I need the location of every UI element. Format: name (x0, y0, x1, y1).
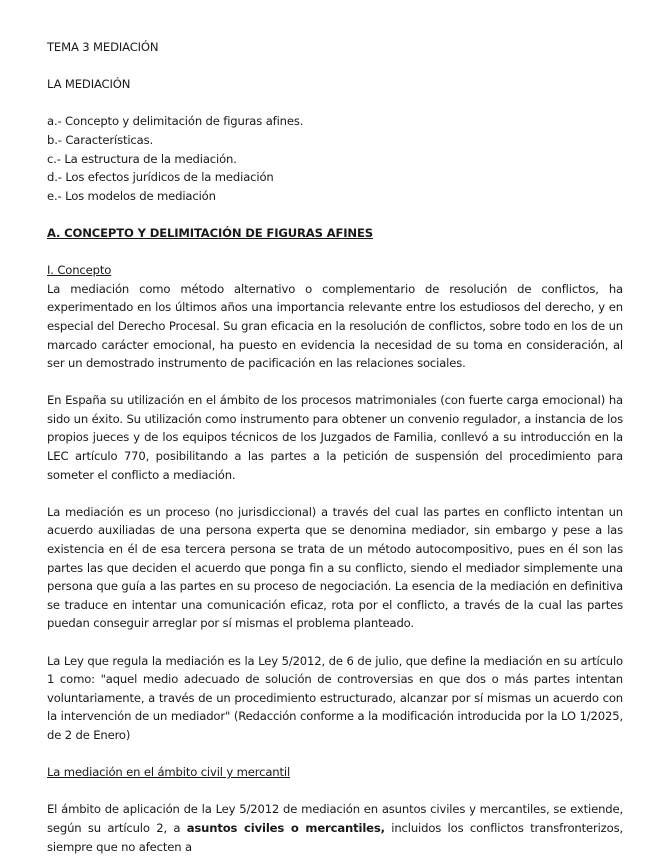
toc-item: a.- Concepto y delimitación de figuras afines. (47, 114, 304, 129)
document-title: TEMA 3 MEDIACIÓN (47, 40, 159, 54)
civil-heading: La mediación en el ámbito civil y mercantil (47, 765, 291, 780)
concept-heading: I. Concepto (47, 263, 112, 278)
paragraph-law: La Ley que regula la mediación es la Ley 5/2012, de 6 de julio, que define la mediación en su artículo 1 como: "aquel medio adecuado de solución de controversias en que dos o más partes intentan voluntariamente, a través de un procedimiento estructurado, alcanzar por sí mismas un acuerdo con la intervención de un mediador" (Redacción conforme a la modificación introducida por la LO 1/2025, de 2 de Enero) (47, 653, 623, 742)
toc-item: b.- Características. (47, 132, 154, 147)
table-of-contents (47, 112, 623, 205)
document-subtitle: LA MEDIACIÓN (47, 77, 131, 92)
toc-item: d.- Los efectos jurídicos de la mediación (47, 170, 274, 185)
paragraph-concept: La mediación como método alternativo o complementario de resolución de conflictos, ha experimentado en los últimos años una importancia relevante entre los estudiosos del derecho, y en especial del Derecho Procesal. Su gran eficacia en la resolución de conflictos, sobre todo en los de un marcado carácter emocional, ha puesto en evidencia la necesidad de su toma en consideración, al ser un demostrado instrumento de pacificación en las relaciones sociales. (47, 281, 623, 371)
paragraph-spain: En España su utilización en el ámbito de los procesos matrimoniales (con fuerte carga emocional) ha sido un éxito. Su utilización como instrumento para obtener un convenio regulador, a instancia de los propios jueces y de los equipos técnicos de los Juzgados de Familia, conllevó a su introducción en la LEC artículo 770, posibilitando a las partes a la petición de suspensión del procedimiento para someter el conflicto a mediación. (47, 393, 623, 482)
scope-text-bold: asuntos civiles o mercantiles, (186, 820, 385, 835)
toc-item: c.- La estructura de la mediación. (47, 151, 237, 166)
scope-text-before: El ámbito de aplicación de la Ley 5/2012 de mediación en asuntos civiles y mercantiles, se extiende, según su artículo 2, a (47, 802, 623, 835)
scope-text-after: incluidos los conflictos transfronterizos, siempre que no afecten a (47, 820, 623, 854)
toc-item: e.- Los modelos de mediación (47, 188, 216, 203)
document-page (47, 38, 623, 856)
paragraph-process: La mediación es un proceso (no jurisdiccional) a través del cual las partes en conflicto intentan un acuerdo auxiliadas de una persona experta que se denomina mediador, sin embargo y pese a las existencia en él de esa tercera persona se trata de un método autocompositivo, pues en él son las partes las que deciden el acuerdo que ponga fin a su conflicto, siendo el mediador simplemente una persona que guía a las partes en su proceso de negociación. La esencia de la mediación en definitiva se traduce en intentar una comunicación eficaz, rota por el conflicto, a través de la cual las partes puedan conseguir arreglar por sí mismas el problema planteado. (47, 504, 623, 631)
section-a-heading: A. CONCEPTO Y DELIMITACIÓN DE FIGURAS AFINES (47, 225, 373, 240)
